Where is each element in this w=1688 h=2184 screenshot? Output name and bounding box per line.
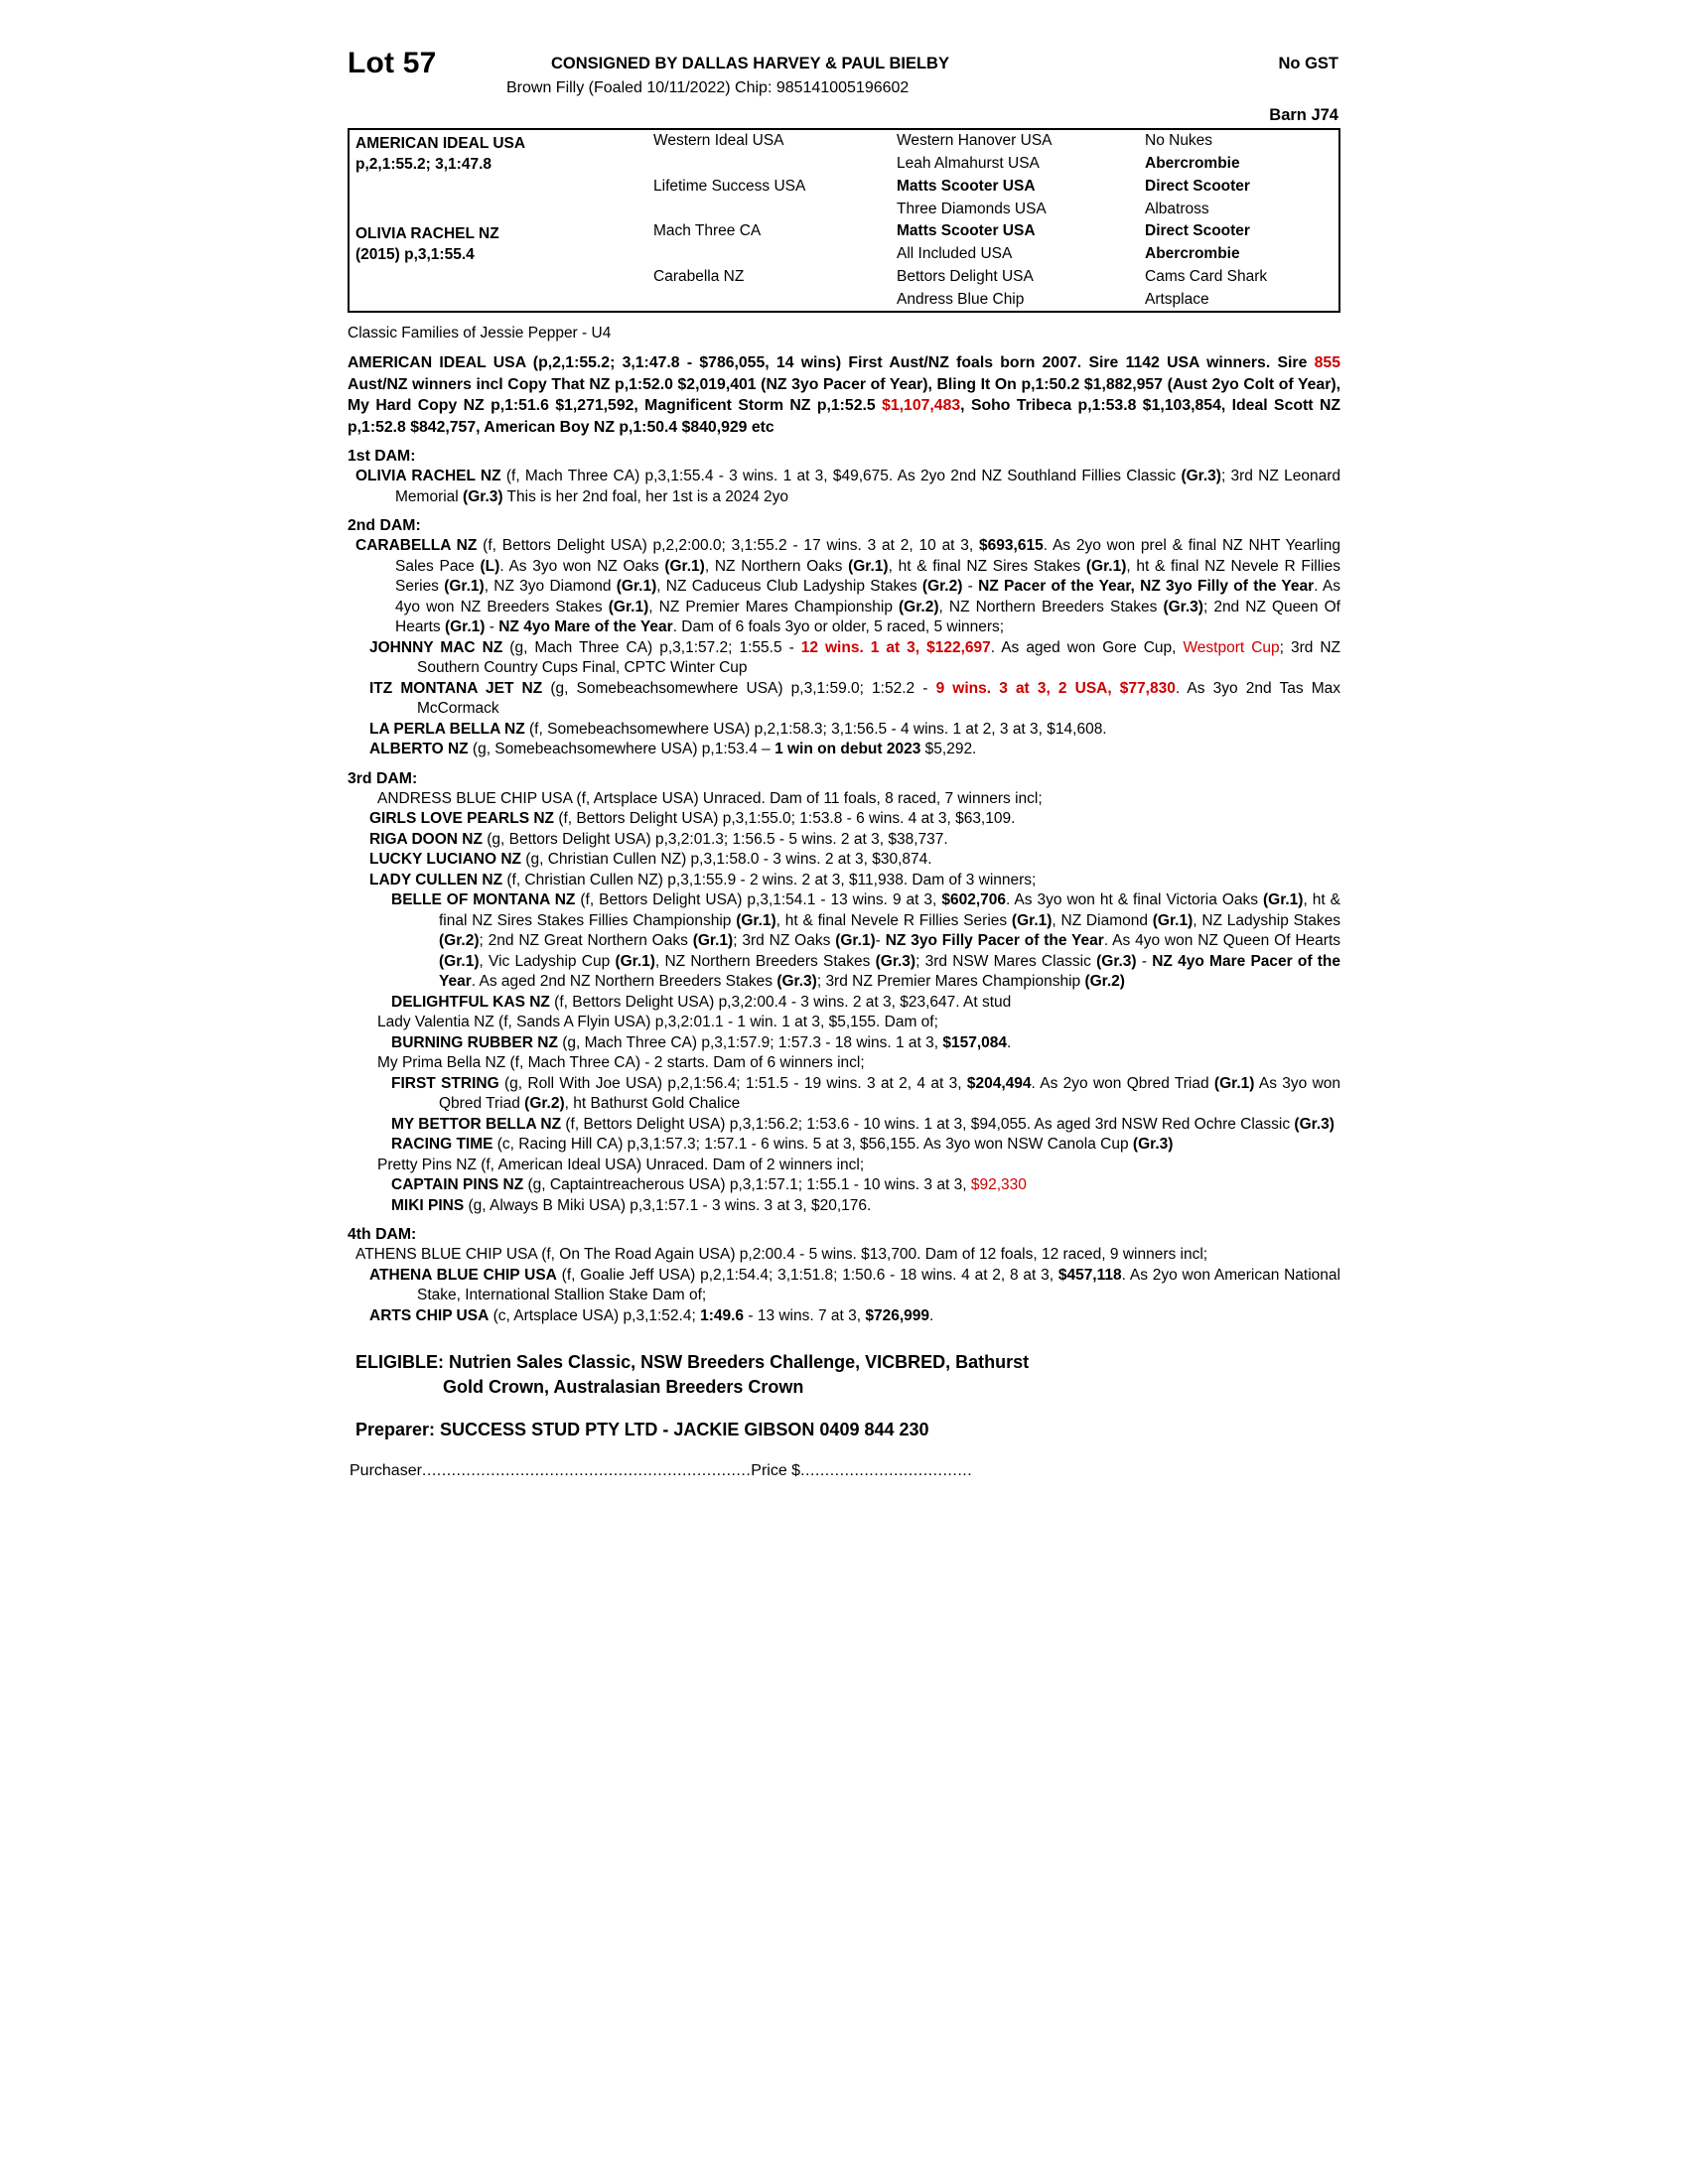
page-content <box>348 45 1340 1480</box>
award: NZ Pacer of the Year, NZ 3yo Filly of the Year <box>978 578 1315 595</box>
t: Lady Valentia NZ (f, Sands A Flyin USA) p,3,2:01.1 - 1 win. 1 at 3, $5,155. Dam of; <box>377 1014 938 1030</box>
list-item <box>348 720 1340 741</box>
t: . As 3yo 2nd Tas Max McCormack <box>417 679 1340 717</box>
grade-badge: (Gr.1) <box>835 932 876 949</box>
t: . As 2yo won Qbred Triad <box>1031 1074 1214 1092</box>
t: - <box>485 618 499 635</box>
dam1-name: OLIVIA RACHEL NZ <box>355 468 501 484</box>
progeny-name: JOHNNY MAC NZ <box>369 638 503 656</box>
grade-badge: (Gr.1) <box>692 932 734 949</box>
dam-record: (2015) p,3,1:55.4 <box>355 245 475 263</box>
list-item <box>348 809 1340 830</box>
grade-badge: (Gr.1) <box>848 557 889 575</box>
progeny-name: ARTS CHIP USA <box>369 1306 490 1324</box>
sire-earnings-highlight: $1,107,483 <box>882 397 961 414</box>
t: (g, Captaintreacherous USA) p,3,1:57.1; 1:55.1 - 10 wins. 3 at 3, <box>523 1176 971 1193</box>
dam-heading-4: 4th DAM: <box>348 1226 417 1243</box>
grade-badge: (Gr.1) <box>1085 557 1127 575</box>
t: ; 2nd NZ Queen Of Hearts <box>395 598 1340 635</box>
progeny-name: DELIGHTFUL KAS NZ <box>391 993 550 1011</box>
progeny-name: RACING TIME <box>391 1136 493 1153</box>
list-item <box>348 638 1340 679</box>
t: , NZ Ladyship Stakes <box>1193 911 1340 929</box>
ped-gen3: Matts Scooter USA <box>897 178 1036 195</box>
progeny-name: LUCKY LUCIANO NZ <box>369 851 521 868</box>
t: (g, Somebeachsomewhere USA) p,1:53.4 – <box>468 741 775 757</box>
list-item <box>348 740 1340 760</box>
list-item <box>348 1033 1340 1054</box>
progeny-name: ITZ MONTANA JET NZ <box>369 679 543 697</box>
ped-gen4: Direct Scooter <box>1145 222 1250 239</box>
ped-gen4: Cams Card Shark <box>1145 268 1268 285</box>
progeny-name: ATHENA BLUE CHIP USA <box>369 1266 557 1284</box>
award: NZ 4yo Mare Pacer of the Year <box>439 952 1341 990</box>
t: (f, Goalie Jeff USA) p,2,1:54.4; 3,1:51.8; 1:50.6 - 18 wins. 4 at 2, 8 at 3, <box>556 1266 1058 1284</box>
grade-badge: (Gr.1) <box>616 578 657 595</box>
t: (f, On The Road Again USA) p,2:00.4 - 5 wins. $13,700. Dam of 12 foals, 12 raced, 9 winners incl; <box>536 1246 1208 1263</box>
t: (g, Bettors Delight USA) p,3,2:01.3; 1:56.5 - 5 wins. 2 at 3, $38,737. <box>482 830 948 848</box>
grade-badge: (Gr.1) <box>1213 1074 1255 1092</box>
list-item <box>348 993 1340 1014</box>
grade-badge: (Gr.1) <box>1152 911 1194 929</box>
earnings: $157,084 <box>942 1033 1007 1051</box>
t: (f, Christian Cullen NZ) p,3,1:55.9 - 2 wins. 2 at 3, $11,938. Dam of 3 winners; <box>502 871 1037 888</box>
t: (c, Artsplace USA) p,3,1:52.4; <box>489 1306 701 1324</box>
ped-gen2 <box>647 243 891 266</box>
list-item <box>348 1266 1340 1306</box>
sire-name: AMERICAN IDEAL USA <box>355 135 526 152</box>
table-row <box>350 266 1342 289</box>
ped-gen3: Leah Almahurst USA <box>897 155 1040 172</box>
ped-gen3: Western Hanover USA <box>897 132 1053 149</box>
progeny-name: BELLE OF MONTANA NZ <box>391 891 576 908</box>
grade-badge: (Gr.3) <box>463 487 503 505</box>
t: My Prima Bella NZ (f, Mach Three CA) - 2 starts. Dam of 6 winners incl; <box>377 1054 865 1071</box>
list-item <box>348 1074 1340 1115</box>
t: , ht & final NZ Sires Stakes Fillies Championship <box>439 891 1340 929</box>
price-label: Price $ <box>751 1462 801 1479</box>
purchaser-dots[interactable]: ................................................................... <box>421 1462 752 1479</box>
t: . As 2yo won prel & final NZ NHT Yearling Sales Pace <box>395 537 1340 575</box>
t: . As 4yo won NZ Breeders Stakes <box>395 578 1340 615</box>
grade-badge: (Gr.3) <box>1132 1136 1174 1153</box>
list-item <box>348 1053 1340 1074</box>
list-item <box>348 1013 1340 1033</box>
t: , ht & final Nevele R Fillies Series <box>775 911 1012 929</box>
t: , ht Bathurst Gold Chalice <box>564 1095 741 1112</box>
ped-gen3: Matts Scooter USA <box>897 222 1036 239</box>
t: , NZ Premier Mares Championship <box>648 598 900 615</box>
grade-badge: (Gr.2) <box>524 1095 565 1112</box>
grade-badge: (Gr.1) <box>608 598 649 615</box>
dam-heading-2: 2nd DAM: <box>348 517 421 534</box>
t: (g, Christian Cullen NZ) p,3,1:58.0 - 3 wins. 2 at 3, $30,874. <box>521 851 932 868</box>
earnings: $693,615 <box>979 537 1044 554</box>
t: ; 3rd NZ Premier Mares Championship <box>816 973 1085 990</box>
ped-gen4: No Nukes <box>1145 132 1213 149</box>
table-row <box>350 130 1342 153</box>
purchaser-label: Purchaser <box>350 1462 422 1479</box>
list-item <box>348 1175 1340 1196</box>
page-header <box>348 45 1340 122</box>
t: , NZ Diamond <box>1052 911 1153 929</box>
ped-gen2: Lifetime Success USA <box>653 178 806 195</box>
ped-gen4: Artsplace <box>1145 290 1209 308</box>
ped-gen3: Three Diamonds USA <box>897 200 1047 217</box>
purchaser-line <box>348 1462 1340 1480</box>
barn-number: Barn J74 <box>1269 106 1338 124</box>
dam-name: OLIVIA RACHEL NZ <box>355 225 499 242</box>
progeny-name: ALBERTO NZ <box>369 741 469 757</box>
dam1-text-c: This is her 2nd foal, her 1st is a 2024 2yo <box>502 487 789 505</box>
t: . <box>1007 1033 1012 1051</box>
progeny-name: FIRST STRING <box>391 1074 499 1092</box>
t: (g, Mach Three CA) p,3,1:57.2; 1:55.5 - <box>502 638 801 656</box>
t: . As aged won Gore Cup, <box>990 638 1184 656</box>
list-item <box>348 1306 1340 1327</box>
list-item <box>348 830 1340 851</box>
t: . As 4yo won NZ Queen Of Hearts <box>1103 932 1341 949</box>
ped-gen2: Carabella NZ <box>653 268 745 285</box>
progeny-name: MY BETTOR BELLA NZ <box>391 1115 562 1133</box>
ped-gen3: Bettors Delight USA <box>897 268 1034 285</box>
sire-paragraph <box>348 352 1340 438</box>
t: $5,292. <box>920 741 977 757</box>
progeny-name: GIRLS LOVE PEARLS NZ <box>369 810 555 827</box>
classic-families-line: Classic Families of Jessie Pepper - U4 <box>348 325 612 341</box>
dam-heading-3: 3rd DAM: <box>348 769 418 787</box>
list-item <box>348 1135 1340 1156</box>
t: , NZ Caduceus Club Ladyship Stakes <box>656 578 922 595</box>
consignor-line: CONSIGNED BY DALLAS HARVEY & PAUL BIELBY <box>551 55 949 72</box>
list-item <box>348 850 1340 871</box>
pedigree-table <box>348 128 1340 313</box>
grade-badge: (Gr.1) <box>439 952 480 970</box>
grade-badge: (Gr.3) <box>776 973 817 990</box>
progeny-name: LA PERLA BELLA NZ <box>369 720 525 738</box>
horse-description: Brown Filly (Foaled 10/11/2022) Chip: 985141005196602 <box>506 79 910 96</box>
list-item <box>348 1245 1340 1266</box>
t: , NZ Northern Breeders Stakes <box>938 598 1164 615</box>
grade-badge: (Gr.2) <box>1084 973 1125 990</box>
ped-gen2 <box>647 153 891 176</box>
t: , NZ 3yo Diamond <box>484 578 617 595</box>
ped-gen4: Albatross <box>1145 200 1209 217</box>
award: NZ 3yo Filly Pacer of the Year <box>885 932 1104 949</box>
t: Pretty Pins NZ (f, American Ideal USA) Unraced. Dam of 2 winners incl; <box>377 1156 865 1173</box>
grade-badge: (L) <box>480 557 500 575</box>
table-row <box>350 220 1342 243</box>
t: ; 3rd NSW Mares Classic <box>915 952 1097 970</box>
t: , NZ Northern Oaks <box>704 557 849 575</box>
t: . Dam of 6 foals 3yo or older, 5 raced, 5 winners; <box>672 618 1005 635</box>
earnings: $457,118 <box>1057 1266 1122 1284</box>
grade-badge: (Gr.3) <box>875 952 916 970</box>
price-dots[interactable]: ................................... <box>800 1462 973 1479</box>
ped-gen3: Andress Blue Chip <box>897 290 1025 308</box>
dam1-text-a: (f, Mach Three CA) p,3,1:55.4 - 3 wins. 1 at 3, $49,675. As 2yo 2nd NZ Southland Fillies Classic <box>500 468 1182 484</box>
t: , ht & final NZ Sires Stakes <box>888 557 1086 575</box>
list-item <box>348 890 1340 993</box>
t: . As 3yo won ht & final Victoria Oaks <box>1006 891 1263 908</box>
grade-badge: (Gr.1) <box>1262 891 1304 908</box>
t: (g, Always B Miki USA) p,3,1:57.1 - 3 wins. 3 at 3, $20,176. <box>464 1196 872 1214</box>
t: , ht & final NZ Nevele R Fillies Series <box>395 557 1340 595</box>
t: (f, Bettors Delight USA) p,2,2:00.0; 3,1:55.2 - 17 wins. 3 at 2, 10 at 3, <box>477 537 980 554</box>
grade-badge: (Gr.1) <box>1011 911 1053 929</box>
ped-gen3: All Included USA <box>897 245 1013 262</box>
list-item <box>348 467 1340 507</box>
award: NZ 4yo Mare of the Year <box>498 618 673 635</box>
sire-text-2: Aust/NZ winners incl Copy That NZ p,1:52.0 $2,019,401 (NZ 3yo Pacer of Year), Bling It On p,1:50.2 $1,882,957 (Aust 2yo Colt of Year), My Hard Copy NZ p,1:51.6 $1,271,592, Magnificent Storm NZ p,1:52.5 <box>348 375 1340 414</box>
t: (g, Roll With Joe USA) p,2,1:56.4; 1:51.5 - 19 wins. 3 at 2, 4 at 3, <box>498 1074 967 1092</box>
grade-badge: (Gr.3) <box>1181 468 1221 484</box>
t: (f, Somebeachsomewhere USA) p,2,1:58.3; 3,1:56.5 - 4 wins. 1 at 2, 3 at 3, $14,608. <box>524 720 1107 738</box>
sire-winners-count: 855 <box>1314 354 1340 371</box>
highlight-race: Westport Cup <box>1183 638 1280 656</box>
t: (g, Mach Three CA) p,3,1:57.9; 1:57.3 - 18 wins. 1 at 3, <box>557 1033 943 1051</box>
grade-badge: (Gr.1) <box>615 952 655 970</box>
dam2-name: CARABELLA NZ <box>355 537 478 554</box>
list-item <box>348 679 1340 720</box>
grade-badge: (Gr.2) <box>921 578 963 595</box>
grade-badge: (Gr.1) <box>444 618 486 635</box>
grade-badge: (Gr.2) <box>899 598 939 615</box>
grade-badge: (Gr.3) <box>1096 952 1137 970</box>
t: As 3yo won Qbred Triad <box>439 1074 1341 1112</box>
t: . As 3yo won NZ Oaks <box>499 557 665 575</box>
ped-gen2 <box>647 289 891 312</box>
sire-text-3: , Soho Tribeca p,1:53.8 $1,103,854, Ideal Scott NZ p,1:52.8 $842,757, American Boy NZ p,1:50.4 $840,929 etc <box>348 397 1340 436</box>
grade-badge: (Gr.1) <box>444 578 485 595</box>
ped-gen4: Abercrombie <box>1145 155 1240 172</box>
t: - <box>1136 952 1153 970</box>
t: . As aged 2nd NZ Northern Breeders Stakes <box>471 973 777 990</box>
lot-number: Lot 57 <box>348 47 437 79</box>
dam4-name: ATHENS BLUE CHIP USA <box>355 1246 537 1263</box>
preparer-line: Preparer: SUCCESS STUD PTY LTD - JACKIE GIBSON 0409 844 230 <box>355 1420 929 1439</box>
progeny-name: RIGA DOON NZ <box>369 830 483 848</box>
ped-gen2 <box>647 199 891 221</box>
gst-status: No GST <box>1278 55 1338 72</box>
list-item <box>348 1115 1340 1136</box>
grade-badge: (Gr.1) <box>664 557 705 575</box>
t: (g, Somebeachsomewhere USA) p,3,1:59.0; 1:52.2 - <box>542 679 936 697</box>
t: ; 2nd NZ Great Northern Oaks <box>479 932 693 949</box>
ped-gen4: Abercrombie <box>1145 245 1240 262</box>
t: - <box>875 932 886 949</box>
t: (f, Bettors Delight USA) p,3,1:55.0; 1:53.8 - 6 wins. 4 at 3, $63,109. <box>554 810 1016 827</box>
sire-record: p,2,1:55.2; 3,1:47.8 <box>355 155 492 173</box>
t: ; 3rd NZ Oaks <box>733 932 836 949</box>
table-row <box>350 176 1342 199</box>
list-item <box>348 1196 1340 1217</box>
ped-gen4: Direct Scooter <box>1145 178 1250 195</box>
earnings: $726,999 <box>865 1306 930 1324</box>
t: - <box>962 578 979 595</box>
ped-gen2: Mach Three CA <box>653 222 762 239</box>
sire-text-1: AMERICAN IDEAL USA (p,2,1:55.2; 3,1:47.8 - $786,055, 14 wins) First Aust/NZ foals born 2007. Sire 1142 USA winners. Sire <box>348 354 1315 371</box>
eligible-line-2: Gold Crown, Australasian Breeders Crown <box>443 1377 804 1397</box>
record-time: 1:49.6 <box>700 1306 745 1324</box>
earnings: $602,706 <box>941 891 1006 908</box>
dam-heading-1: 1st DAM: <box>348 448 416 465</box>
highlight-earnings: $92,330 <box>970 1176 1027 1193</box>
progeny-name: CAPTAIN PINS NZ <box>391 1176 524 1193</box>
t: - 13 wins. 7 at 3, <box>744 1306 866 1324</box>
list-item <box>348 1156 1340 1176</box>
ped-gen2: Western Ideal USA <box>653 132 784 149</box>
earnings: $204,494 <box>966 1074 1032 1092</box>
grade-badge: (Gr.3) <box>1163 598 1203 615</box>
t: , NZ Northern Breeders Stakes <box>654 952 876 970</box>
t: , Vic Ladyship Cup <box>479 952 616 970</box>
t: (f, Bettors Delight USA) p,3,1:56.2; 1:53.6 - 10 wins. 1 at 3, $94,055. As aged 3rd NSW Red Ochre Classic <box>561 1115 1295 1133</box>
dam1-text-b: ; 3rd NZ Leonard Memorial <box>395 468 1340 505</box>
highlight-record: 12 wins. 1 at 3, $122,697 <box>800 638 991 656</box>
t: (f, Bettors Delight USA) p,3,1:54.1 - 13 wins. 9 at 3, <box>575 891 942 908</box>
list-item <box>348 789 1340 810</box>
t: ; 3rd NZ Southern Country Cups Final, CPTC Winter Cup <box>417 638 1341 676</box>
eligible-block <box>348 1350 1340 1400</box>
t: (c, Racing Hill CA) p,3,1:57.3; 1:57.1 - 6 wins. 5 at 3, $56,155. As 3yo won NSW Canola Cup <box>492 1136 1133 1153</box>
t: (f, Artsplace USA) Unraced. Dam of 11 foals, 8 raced, 7 winners incl; <box>572 789 1043 807</box>
t: . <box>929 1306 934 1324</box>
debut-note: 1 win on debut 2023 <box>774 741 921 757</box>
progeny-name: MIKI PINS <box>391 1196 465 1214</box>
grade-badge: (Gr.2) <box>439 932 480 949</box>
list-item <box>348 536 1340 638</box>
eligible-line-1: ELIGIBLE: Nutrien Sales Classic, NSW Breeders Challenge, VICBRED, Bathurst <box>355 1352 1030 1372</box>
progeny-name: BURNING RUBBER NZ <box>391 1033 558 1051</box>
progeny-name: LADY CULLEN NZ <box>369 871 503 888</box>
t: (f, Bettors Delight USA) p,3,2:00.4 - 3 wins. 2 at 3, $23,647. At stud <box>549 993 1012 1011</box>
dam3-name: ANDRESS BLUE CHIP USA <box>377 789 573 807</box>
list-item <box>348 871 1340 891</box>
t: . As 2yo won American National Stake, International Stallion Stake Dam of; <box>417 1266 1340 1303</box>
highlight-record: 9 wins. 3 at 3, 2 USA, $77,830 <box>935 679 1176 697</box>
grade-badge: (Gr.3) <box>1294 1115 1335 1133</box>
grade-badge: (Gr.1) <box>736 911 776 929</box>
